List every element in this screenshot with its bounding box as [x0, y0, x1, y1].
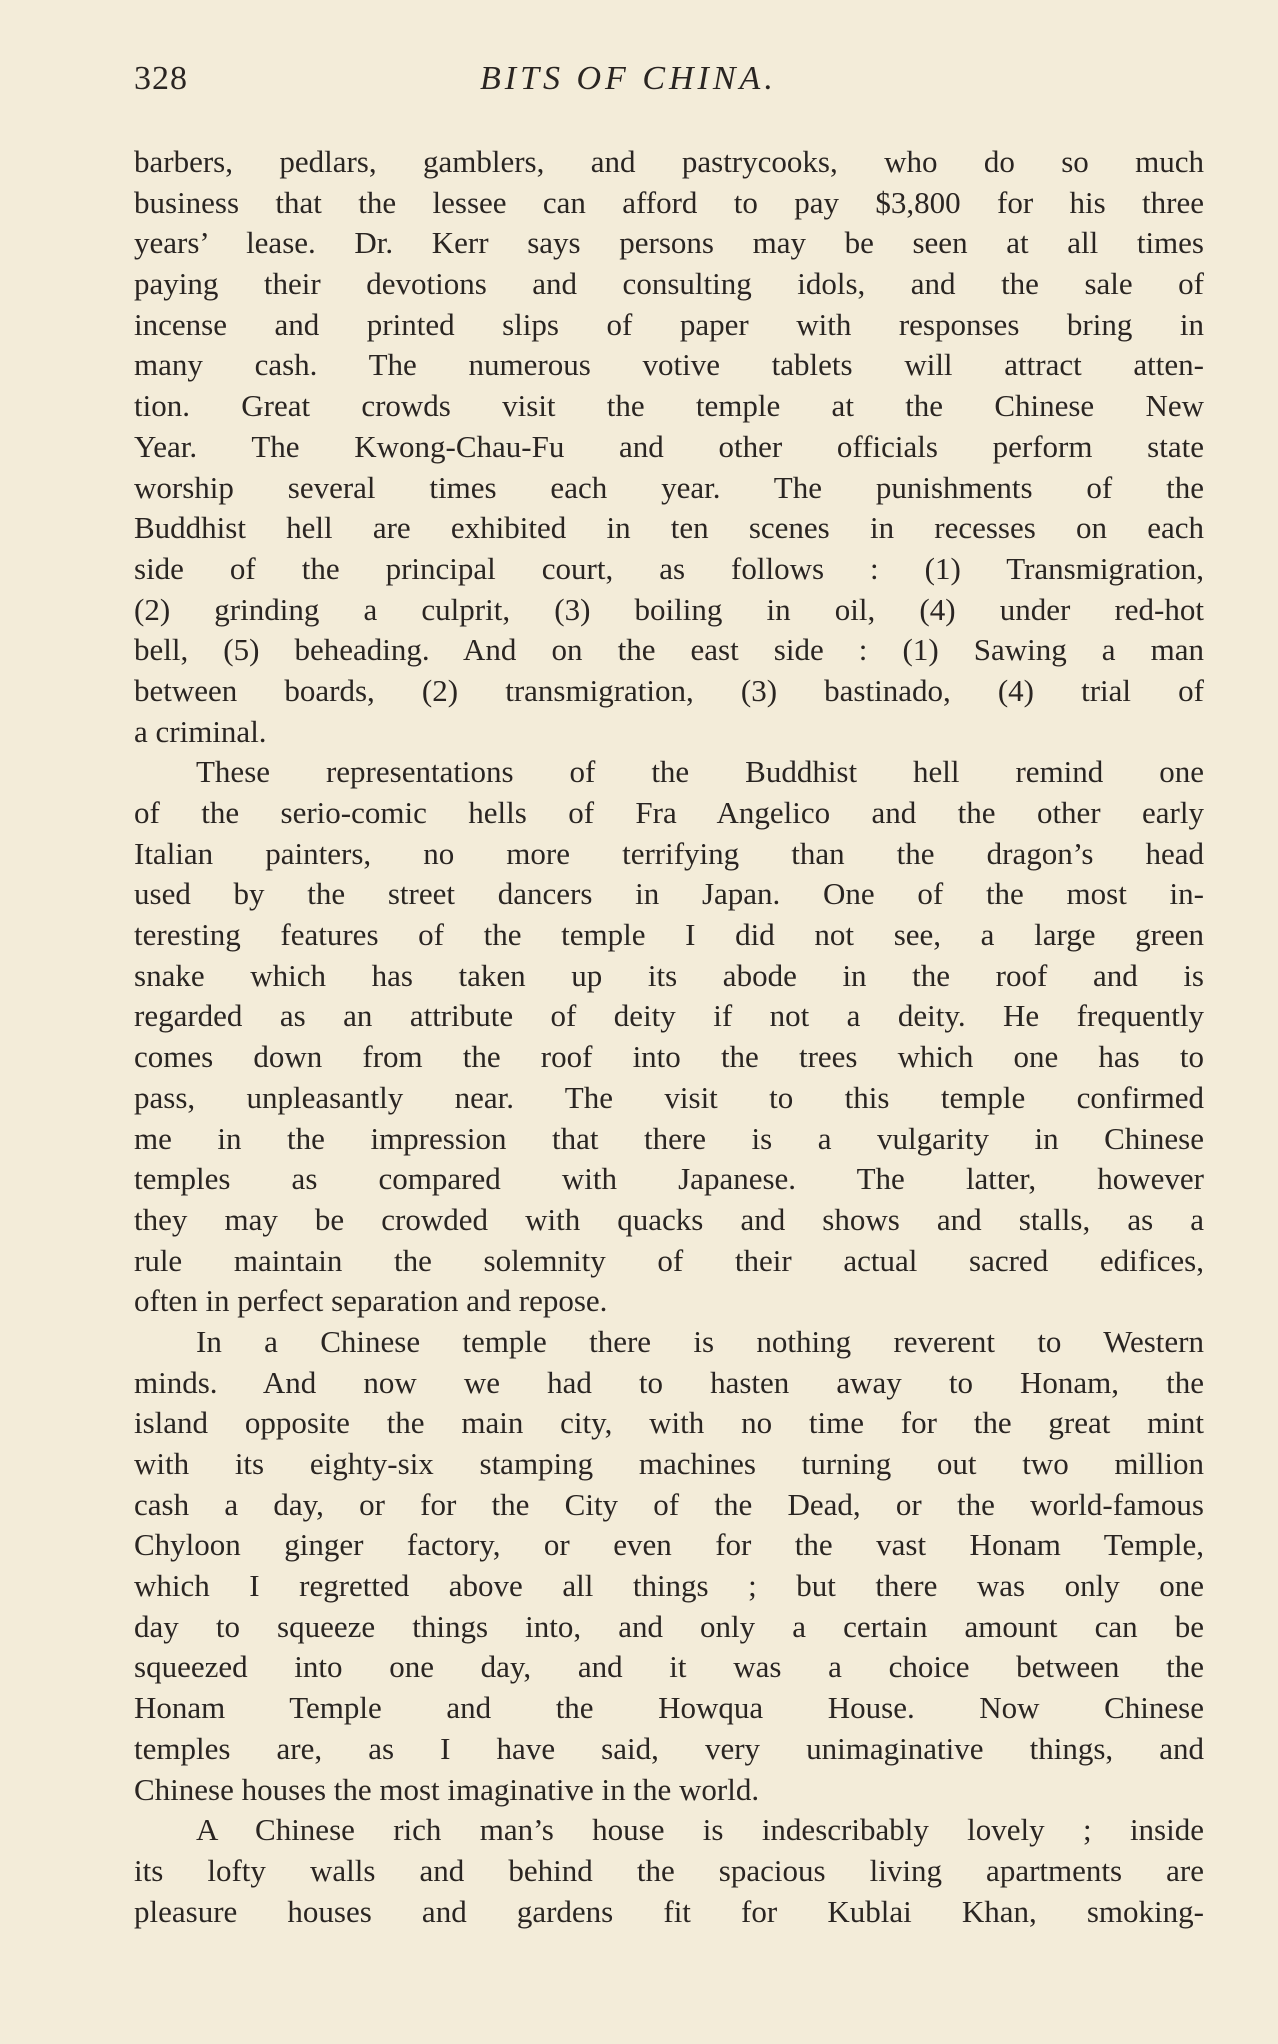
text-line: Buddhist hell are exhibited in ten scenes in recesses on each [134, 510, 1204, 546]
text-line: (2) grinding a culprit, (3) boiling in oil, (4) under red-hot [134, 591, 1204, 627]
text-line: of the serio-comic hells of Fra Angelico and the other early [134, 795, 1204, 830]
text-line: snake which has taken up its abode in the roof and is [134, 957, 1204, 993]
text-line: rule maintain the solemnity of their actual sacred edifices, [134, 1242, 1204, 1278]
text-line: comes down from the roof into the trees which one has to [134, 1039, 1204, 1075]
text-line: squeezed into one day, and it was a choice between the [134, 1649, 1204, 1685]
text-line: used by the street dancers in Japan. One of the most in- [134, 876, 1204, 912]
text-line: often in perfect separation and repose. [134, 1283, 608, 1319]
text-line: barbers, pedlars, gamblers, and pastrycooks, who do so much [134, 144, 1204, 179]
text-line: pass, unpleasantly near. The visit to this temple confirmed [134, 1079, 1204, 1115]
text-line: paying their devotions and consulting idols, and the sale of [134, 266, 1204, 302]
text-line: pleasure houses and gardens fit for Kublai Khan, smoking- [134, 1893, 1204, 1929]
text-line: island opposite the main city, with no time for the great mint [134, 1405, 1204, 1441]
text-line: incense and printed slips of paper with responses bring in [134, 306, 1204, 342]
text-line: temples are, as I have said, very unimaginative things, and [134, 1730, 1204, 1766]
text-line: many cash. The numerous votive tablets will attract atten- [134, 347, 1204, 383]
text-line: bell, (5) beheading. And on the east side : (1) Sawing a man [134, 632, 1204, 668]
text-line: regarded as an attribute of deity if not a deity. He frequently [134, 998, 1204, 1034]
text-line: its lofty walls and behind the spacious living apartments are [134, 1852, 1204, 1888]
text-line: Chyloon ginger factory, or even for the vast Honam Temple, [134, 1527, 1204, 1563]
text-line: which I regretted above all things ; but there was only one [134, 1568, 1204, 1604]
text-line: years’ lease. Dr. Kerr says persons may be seen at all times [134, 225, 1204, 261]
text-line: me in the impression that there is a vulgarity in Chinese [134, 1120, 1204, 1156]
text-line: teresting features of the temple I did not see, a large green [134, 917, 1204, 953]
text-line: Honam Temple and the Howqua House. Now Chinese [134, 1690, 1204, 1726]
text-line: side of the principal court, as follows : (1) Transmigration, [134, 550, 1204, 586]
text-line: a criminal. [134, 713, 267, 749]
paragraph-first-line: A Chinese rich man’s house is indescribably lovely ; inside [196, 1812, 1204, 1848]
text-line: Chinese houses the most imaginative in the world. [134, 1771, 760, 1807]
text-line: they may be crowded with quacks and shows and stalls, as a [134, 1201, 1204, 1237]
paragraph-first-line: In a Chinese temple there is nothing reverent to Western [196, 1323, 1204, 1359]
text-line: cash a day, or for the City of the Dead, or the world-famous [134, 1486, 1204, 1522]
running-title: BITS OF CHINA. [480, 60, 777, 97]
text-line: tion. Great crowds visit the temple at the Chinese New [134, 388, 1204, 424]
text-line: Italian painters, no more terrifying than the dragon’s head [134, 835, 1204, 871]
text-line: temples as compared with Japanese. The latter, however [134, 1161, 1204, 1197]
text-line: worship several times each year. The punishments of the [134, 469, 1204, 505]
text-line: business that the lessee can afford to pay $3,800 for his three [134, 184, 1204, 220]
text-line: minds. And now we had to hasten away to Honam, the [134, 1364, 1204, 1400]
page-number: 328 [134, 60, 188, 97]
body-text [134, 142, 1204, 1932]
text-line: Year. The Kwong-Chau-Fu and other officials perform state [134, 428, 1204, 464]
page-header [134, 60, 1204, 110]
text-line: between boards, (2) transmigration, (3) bastinado, (4) trial of [134, 672, 1204, 708]
paragraph-first-line: These representations of the Buddhist hell remind one [196, 754, 1204, 790]
text-line: with its eighty-six stamping machines turning out two million [134, 1446, 1204, 1481]
text-line: day to squeeze things into, and only a certain amount can be [134, 1608, 1204, 1644]
